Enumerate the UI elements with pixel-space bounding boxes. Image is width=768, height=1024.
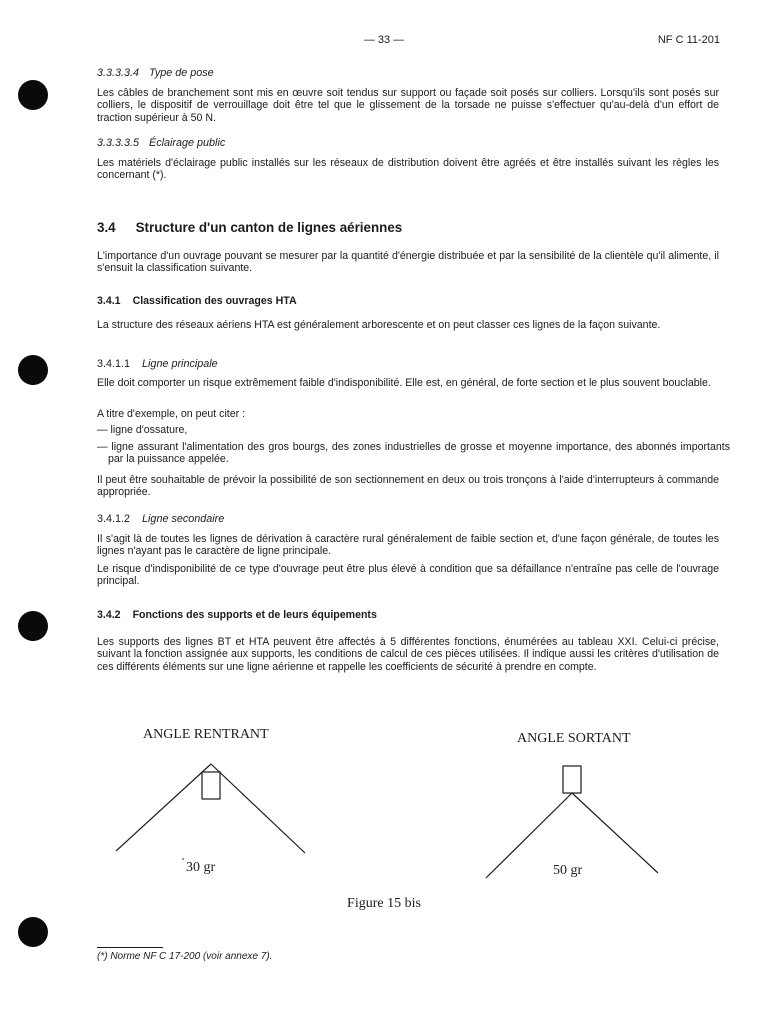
- figure-caption: Figure 15 bis: [347, 896, 421, 911]
- angle-rentrant-label: ANGLE RENTRANT: [143, 727, 269, 742]
- footnote-rule: [97, 947, 163, 948]
- support-pole: [563, 766, 581, 793]
- line-right: [572, 793, 658, 873]
- paragraph: Les supports des lignes BT et HTA peuvent être affectés à 5 différentes fonctions, énumérées au tableau XXI. Celui-ci précise, suivant la fonction assignée aux supports, les conditions de calcul de ces pièces utilisées. Il indique aussi les critères d'utilisation de ces différents éléments sur une ligne aérienne et rappelle les coefficients de sécurité à prendre en compte.: [97, 636, 719, 673]
- list-item: — ligne assurant l'alimentation des gros bourgs, des zones industrielles de grosse et moyenne importance, des abonnés importants par la puissance appelée.: [97, 441, 730, 466]
- section-number: 3.3.3.3.5: [97, 137, 140, 149]
- paragraph: Les matériels d'éclairage public installés sur les réseaux de distribution doivent être agréés et être installés suivant les règles les concernant (*).: [97, 157, 719, 182]
- section-title: Éclairage public: [149, 137, 226, 149]
- angle-dot: [182, 858, 184, 860]
- section-title: Ligne principale: [142, 358, 218, 370]
- paragraph: Il peut être souhaitable de prévoir la possibilité de son sectionnement en deux ou trois tronçons à l'aide d'interrupteurs à commande appropriée.: [97, 474, 719, 499]
- support-pole: [202, 772, 220, 799]
- section-title: Ligne secondaire: [142, 513, 225, 525]
- list-item: — ligne d'ossature,: [97, 424, 188, 436]
- section-number: 3.4.1.1: [97, 358, 131, 370]
- angle-sortant-diagram: [486, 766, 658, 878]
- section-title: Structure d'un canton de lignes aériennes: [135, 220, 403, 235]
- paragraph: Il s'agit là de toutes les lignes de dérivation à caractère rural généralement de faible section et, d'une façon générale, de toutes les lignes n'ayant pas le caractère de ligne principale.: [97, 533, 719, 558]
- angle-sortant-value: 50 gr: [553, 863, 583, 878]
- section-number: 3.4.1.2: [97, 513, 131, 525]
- paragraph: La structure des réseaux aériens HTA est généralement arborescente et on peut classer ces lignes de la façon suivante.: [97, 319, 661, 331]
- paragraph: A titre d'exemple, on peut citer :: [97, 408, 246, 420]
- section-number: 3.3.3.3.4: [97, 67, 140, 79]
- angle-sortant-label: ANGLE SORTANT: [517, 731, 631, 746]
- line-right: [211, 764, 305, 853]
- section-title: Classification des ouvrages HTA: [132, 295, 297, 307]
- section-title: Fonctions des supports et de leurs équipements: [132, 609, 377, 621]
- angle-rentrant-diagram: [116, 764, 305, 853]
- line-left: [486, 793, 572, 878]
- section-number: 3.4.2: [97, 609, 121, 621]
- paragraph: L'importance d'un ouvrage pouvant se mesurer par la quantité d'énergie distribuée et par la sensibilité de la clientèle qu'il alimente, il s'ensuit la classification suivante.: [97, 250, 719, 275]
- angle-rentrant-value: 30 gr: [186, 860, 216, 875]
- paragraph: Les câbles de branchement sont mis en œuvre soit tendus sur support ou façade soit posés sur colliers. Lorsqu'ils sont posés sur colliers, le dispositif de verrouillage doit être tel que le glissement de la torsade ne puisse s'effectuer qu'au-delà d'un effort de traction supérieur à 50 N.: [97, 87, 719, 124]
- section-title: Type de pose: [149, 67, 214, 79]
- page-number: — 33 —: [363, 34, 405, 46]
- section-number: 3.4.1: [97, 295, 121, 307]
- paragraph: Le risque d'indisponibilité de ce type d'ouvrage peut être plus élevé à condition que sa défaillance n'entraîne pas celle de l'ouvrage principal.: [97, 563, 719, 588]
- paragraph: Elle doit comporter un risque extrêmement faible d'indisponibilité. Elle est, en général, de forte section et le plus souvent bouclable.: [97, 377, 711, 389]
- footnote: (*) Norme NF C 17-200 (voir annexe 7).: [97, 951, 273, 962]
- line-left: [116, 764, 211, 851]
- standard-reference: NF C 11-201: [657, 34, 720, 46]
- section-number: 3.4: [97, 220, 116, 235]
